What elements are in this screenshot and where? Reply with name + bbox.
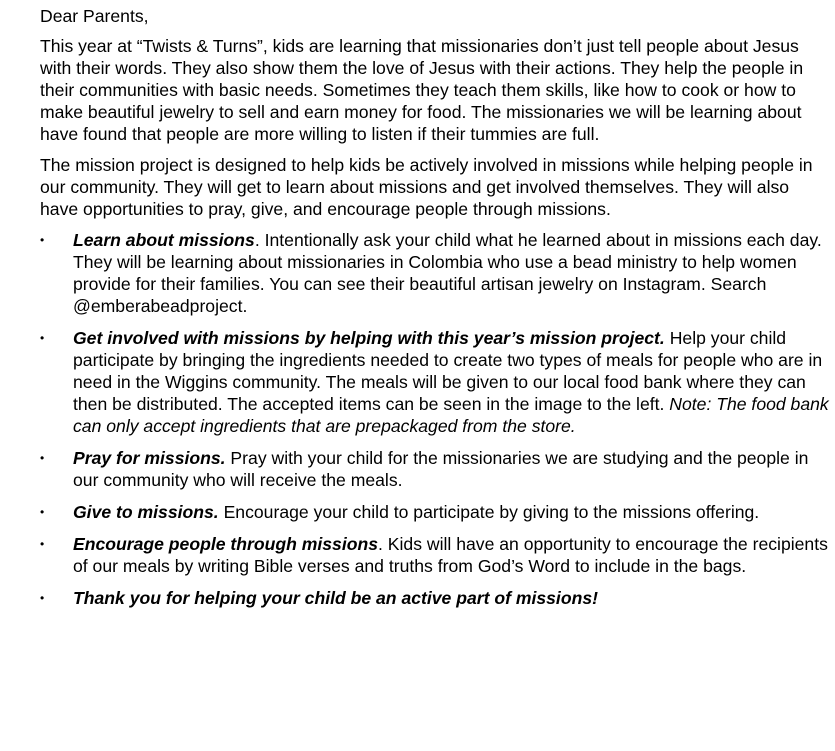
bullet-icon: • [40,451,45,465]
bullet-icon: • [40,537,45,551]
mission-project-paragraph: The mission project is designed to help kids be actively involved in missions while helping people in our community. They will get to learn about missions and get involved themselves. They will also have opportunities to pray, give, and encourage people through missions. [40,155,813,219]
bullet-lead: Pray for missions. [73,448,226,468]
list-item-learn [40,229,833,317]
bullet-icon: • [40,505,45,519]
greeting: Dear Parents, [40,6,149,26]
bullet-text: . Intentionally ask your child what he learned about in missions each day. They will be learning about missionaries in Colombia who use a bead ministry to help women provide for their families. You can see their beautiful artisan jewelry on Instagram. Search @emberabeadproject. [73,230,822,316]
list-item-get-involved [40,327,833,437]
bullet-lead: Thank you for helping your child be an active part of missions! [73,588,598,608]
list-item-give [40,501,833,523]
list-item-encourage [40,533,833,577]
bullet-lead: Get involved with missions by helping with this year’s mission project. [73,328,665,348]
intro-paragraph: This year at “Twists & Turns”, kids are learning that missionaries don’t just tell people about Jesus with their words. They also show them the love of Jesus with their actions. They help the people in their communities with basic needs. Sometimes they teach them skills, like how to cook or how to make beautiful jewelry to sell and earn money for food. The missionaries we will be learning about have found that people are more willing to listen if their tummies are full. [40,36,804,144]
list-item-pray [40,447,833,491]
bullet-lead: Give to missions. [73,502,219,522]
bullet-icon: • [40,331,45,345]
bullet-lead: Encourage people through missions [73,534,378,554]
bullet-icon: • [40,591,45,605]
bullet-text: Pray with your child for the missionaries we are studying and the people in our community who will receive the meals. [73,448,809,490]
bullet-text: Help your child participate by bringing the ingredients needed to create two types of meals for people who are in need in the Wiggins community. The meals will be given to our local food bank where they can then be distributed. The accepted items can be seen in the image to the left. [73,328,823,414]
bullet-lead: Learn about missions [73,230,255,250]
bullet-text: Encourage your child to participate by giving to the missions offering. [218,502,760,522]
list-item-thank-you [40,587,833,609]
mission-list [40,229,835,609]
bullet-icon: • [40,233,45,247]
bullet-note: Note: The food bank can only accept ingredients that are prepackaged from the store. [73,394,829,436]
bullet-text: . Kids will have an opportunity to encourage the recipients of our meals by writing Bible verses and truths from God’s Word to include in the bags. [73,534,828,576]
